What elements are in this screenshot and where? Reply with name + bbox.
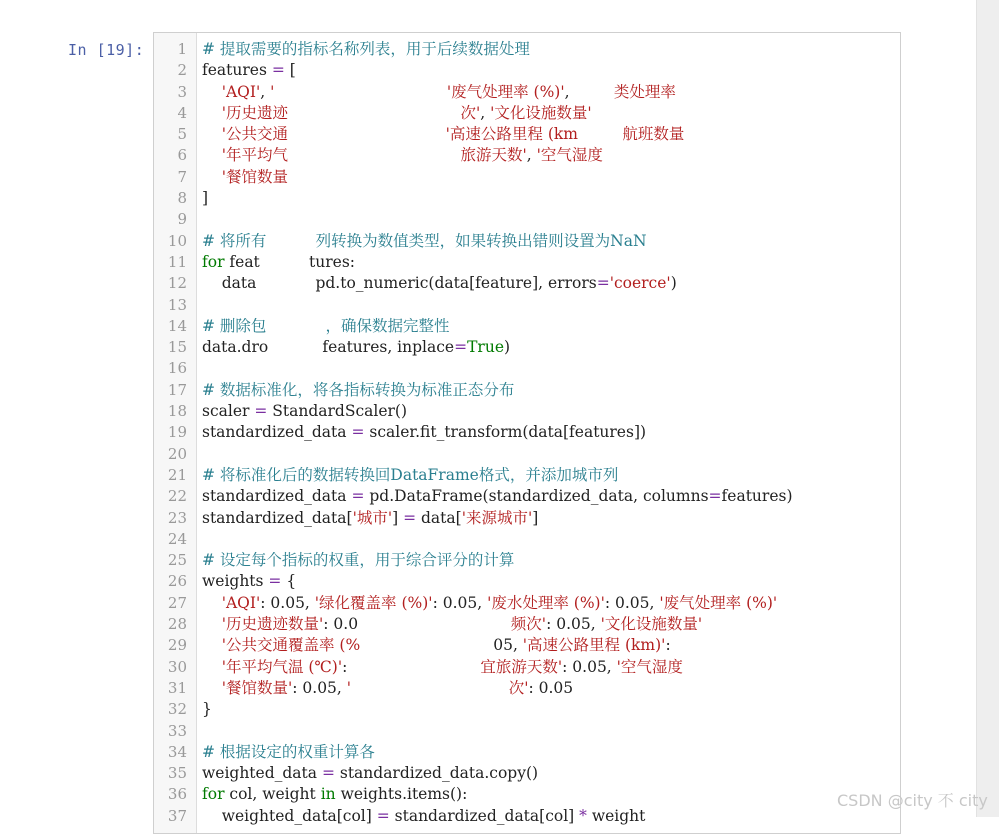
line-number: 33: [167, 721, 187, 740]
code-line[interactable]: [154, 167, 900, 188]
code-token: ,: [480, 103, 491, 122]
code-line[interactable]: [154, 337, 900, 358]
code-text: [202, 231, 647, 252]
code-line[interactable]: [154, 699, 900, 720]
code-text: [202, 188, 208, 209]
code-token: : 0.05,: [432, 593, 488, 612]
code-token: '历史遗迹数量': [221, 615, 324, 634]
code-text: [202, 678, 573, 699]
code-token: '来源城市': [461, 508, 533, 527]
line-number: 17: [167, 380, 187, 399]
code-token: weights.items():: [335, 785, 468, 804]
code-text: [202, 635, 676, 656]
line-number: 6: [177, 146, 187, 165]
code-text: [202, 39, 530, 60]
code-token: ]: [202, 189, 209, 208]
line-number: 35: [167, 764, 187, 783]
code-token: pd.DataFrame(standardized_data, columns: [364, 487, 709, 506]
code-token: for: [202, 785, 225, 804]
code-token: ]: [532, 508, 539, 527]
line-number: 2: [177, 61, 187, 80]
code-token: =: [268, 572, 282, 591]
line-number: 20: [167, 444, 187, 463]
code-token: '废气处理率 (%)': [446, 82, 565, 101]
code-editor[interactable]: [154, 39, 900, 827]
line-number: 7: [177, 167, 187, 186]
code-line[interactable]: [154, 145, 900, 166]
code-text: [202, 316, 450, 337]
line-number: 12: [167, 274, 187, 293]
code-line[interactable]: [154, 593, 900, 614]
code-token: '文化设施数量': [600, 615, 703, 634]
code-text: [202, 252, 355, 273]
code-token: *: [579, 806, 587, 825]
code-line[interactable]: [154, 763, 900, 784]
code-token: 'AQI': [221, 82, 261, 101]
code-line[interactable]: [154, 678, 900, 699]
code-text: [202, 82, 676, 103]
code-token: standardized_data[col]: [389, 806, 580, 825]
code-token: ': [270, 82, 275, 101]
line-number: 29: [167, 636, 187, 655]
line-number: 25: [167, 551, 187, 570]
code-line[interactable]: [154, 806, 900, 827]
code-token: '餐馆数量: [221, 167, 288, 186]
code-token: features: [202, 61, 272, 80]
code-token: data pd.to_numeric(data[feature], errors: [202, 274, 597, 293]
code-text: [202, 657, 683, 678]
code-token: # 根据设定的权重计算各: [202, 742, 375, 761]
code-text: [202, 486, 793, 507]
line-number: 13: [167, 295, 187, 314]
code-token: =: [376, 806, 390, 825]
code-token: '公共交通覆盖率 (%: [221, 636, 361, 655]
code-token: =: [351, 423, 365, 442]
code-line[interactable]: [154, 614, 900, 635]
code-line[interactable]: [154, 358, 900, 379]
code-token: '空气湿度: [536, 146, 603, 165]
code-token: ': [346, 678, 352, 697]
line-number: 32: [167, 700, 187, 719]
code-line[interactable]: [154, 39, 900, 60]
code-text: [202, 145, 603, 166]
code-text: [202, 422, 646, 443]
code-token: [: [284, 61, 296, 80]
code-text: [202, 806, 645, 827]
line-number: 23: [167, 508, 187, 527]
code-token: feat tures:: [224, 252, 356, 271]
code-line[interactable]: [154, 231, 900, 252]
line-number: 5: [177, 125, 187, 144]
code-line[interactable]: [154, 444, 900, 465]
code-text: [202, 784, 467, 805]
code-token: =: [708, 487, 722, 506]
line-number: 3: [177, 82, 187, 101]
code-token: 宜旅游天数': [480, 657, 563, 676]
code-token: :: [665, 636, 676, 655]
code-line[interactable]: [154, 742, 900, 763]
code-cell[interactable]: [153, 32, 901, 834]
code-token: # 提取需要的指标名称列表，用于后续数据处理: [202, 40, 530, 58]
code-token: 05,: [360, 636, 523, 655]
code-line[interactable]: [154, 508, 900, 529]
code-token: 次': [508, 678, 529, 697]
code-token: scaler: [202, 402, 255, 421]
code-token: weighted_data: [202, 764, 322, 783]
code-text: [202, 337, 510, 358]
code-token: # 设定每个指标的权重，用于综合评分的计算: [202, 551, 515, 570]
code-token: ): [670, 274, 677, 293]
code-token: '文化设施数量': [490, 103, 592, 122]
code-token: : 0.05,: [546, 615, 601, 634]
code-line[interactable]: [154, 657, 900, 678]
code-token: :: [342, 657, 481, 676]
code-line[interactable]: [154, 209, 900, 230]
code-token: : 0.05,: [562, 657, 617, 676]
code-token: [274, 83, 446, 101]
code-token: standardized_data.copy(): [334, 764, 539, 783]
code-token: [202, 636, 222, 654]
code-token: standardized_data: [202, 487, 352, 506]
code-token: [202, 125, 222, 143]
code-text: [202, 763, 538, 784]
page-scrollbar-track[interactable]: [976, 0, 999, 817]
code-line[interactable]: [154, 571, 900, 592]
code-token: [202, 658, 222, 676]
code-token: StandardScaler(): [267, 402, 408, 421]
code-token: ): [504, 338, 511, 357]
code-token: ,: [564, 82, 614, 101]
code-text: [202, 103, 592, 124]
line-number: 36: [167, 785, 187, 804]
code-token: '年平均气: [221, 146, 288, 165]
code-token: weighted_data[col]: [202, 806, 377, 825]
code-token: 类处理率: [613, 82, 676, 101]
code-token: 频次': [510, 615, 547, 634]
code-text: [202, 550, 514, 571]
line-number: 4: [177, 103, 187, 122]
code-text: [202, 742, 375, 763]
code-token: 'AQI': [221, 593, 261, 612]
code-token: =: [454, 338, 468, 357]
code-line[interactable]: [154, 784, 900, 805]
code-line[interactable]: [154, 82, 900, 103]
line-number: 19: [167, 423, 187, 442]
code-token: weights: [202, 572, 269, 591]
code-text: [202, 699, 212, 720]
code-line[interactable]: [154, 188, 900, 209]
code-token: [202, 168, 222, 186]
code-token: [202, 615, 222, 633]
code-token: 次': [460, 103, 481, 122]
code-token: data[: [416, 508, 462, 527]
code-token: # 将所有 列转换为数值类型，如果转换出错则设置为NaN: [202, 231, 647, 250]
code-text: [202, 508, 538, 529]
line-number: 24: [167, 529, 187, 548]
code-token: weight: [586, 806, 646, 825]
code-token: : 0.05,: [292, 678, 347, 697]
code-line[interactable]: [154, 380, 900, 401]
code-line[interactable]: [154, 103, 900, 124]
code-token: features): [721, 487, 793, 506]
code-token: {: [281, 572, 297, 591]
code-token: ]: [392, 508, 404, 527]
line-number: 10: [167, 231, 187, 250]
code-token: [288, 125, 446, 143]
code-token: : 0.05: [528, 678, 574, 697]
code-line[interactable]: [154, 124, 900, 145]
code-token: [202, 104, 222, 122]
line-number: 18: [167, 402, 187, 421]
line-number: 8: [177, 189, 187, 208]
code-token: : 0.05,: [604, 593, 660, 612]
code-token: [202, 679, 222, 697]
code-text: [202, 465, 618, 486]
code-text: [202, 380, 514, 401]
code-token: # 删除包 ，确保数据完整性: [202, 316, 450, 335]
code-token: '废水处理率 (%)': [487, 593, 605, 612]
code-line[interactable]: [154, 635, 900, 656]
code-line[interactable]: [154, 316, 900, 337]
code-line[interactable]: [154, 252, 900, 273]
code-token: : 0.05,: [260, 593, 315, 612]
code-token: [202, 594, 222, 612]
code-text: [202, 401, 407, 422]
code-token: standardized_data: [202, 423, 352, 442]
code-token: in: [320, 785, 336, 804]
code-token: 旅游天数': [460, 146, 527, 165]
code-token: # 数据标准化，将各指标转换为标准正态分布: [202, 380, 515, 399]
code-text: [202, 593, 777, 614]
code-token: 'coerce': [609, 274, 671, 293]
line-number: 15: [167, 338, 187, 357]
code-token: =: [351, 487, 365, 506]
code-line[interactable]: [154, 273, 900, 294]
code-token: 航班数量: [622, 125, 685, 144]
code-token: scaler.fit_transform(data[features]): [364, 423, 647, 442]
code-token: '城市': [352, 508, 393, 527]
code-token: =: [271, 61, 285, 80]
code-text: [202, 124, 684, 145]
code-text: [202, 167, 288, 188]
code-text: [202, 614, 702, 635]
code-token: data.dro features, inplace: [202, 338, 455, 357]
code-token: standardized_data[: [202, 508, 353, 527]
code-token: '公共交通: [221, 125, 288, 144]
code-token: =: [596, 274, 610, 293]
code-text: [202, 571, 296, 592]
code-token: # 将标准化后的数据转换回DataFrame格式，并添加城市列: [202, 465, 619, 484]
code-token: ,: [260, 82, 271, 101]
cell-prompt: In [19]:: [68, 41, 145, 59]
code-token: =: [403, 508, 417, 527]
line-number: 37: [167, 806, 187, 825]
code-token: [288, 146, 460, 164]
line-number: 26: [167, 572, 187, 591]
code-line[interactable]: [154, 550, 900, 571]
code-line[interactable]: [154, 60, 900, 81]
code-line[interactable]: [154, 529, 900, 550]
code-token: =: [254, 402, 268, 421]
code-line[interactable]: [154, 465, 900, 486]
code-token: : 0.0: [323, 615, 511, 634]
code-token: }: [202, 700, 212, 719]
code-line[interactable]: [154, 295, 900, 316]
line-number: 14: [167, 316, 187, 335]
line-number: 30: [167, 657, 187, 676]
code-token: '废气处理率 (%)': [659, 593, 778, 612]
code-token: [288, 104, 460, 122]
code-token: [202, 83, 222, 101]
code-token: True: [467, 338, 504, 357]
code-token: '高速公路里程 (km: [445, 125, 578, 144]
code-line[interactable]: [154, 721, 900, 742]
watermark: CSDN @city 不 city: [837, 791, 988, 810]
code-token: [351, 679, 509, 697]
code-token: '高速公路里程 (km)': [522, 636, 666, 655]
line-number: 34: [167, 742, 187, 761]
code-token: '年平均气温 (℃)': [221, 657, 343, 676]
code-token: '空气湿度: [616, 657, 683, 676]
code-token: ,: [526, 146, 537, 165]
line-number: 31: [167, 678, 187, 697]
code-token: '绿化覆盖率 (%)': [314, 593, 433, 612]
code-line[interactable]: [154, 401, 900, 422]
line-number: 27: [167, 593, 187, 612]
code-token: '历史遗迹: [221, 103, 288, 122]
line-number: 22: [167, 487, 187, 506]
line-number: 16: [167, 359, 187, 378]
code-token: [578, 125, 622, 143]
code-line[interactable]: [154, 486, 900, 507]
line-number: 1: [177, 40, 187, 58]
code-token: [202, 146, 222, 164]
code-token: '餐馆数量': [221, 678, 293, 697]
code-token: =: [321, 764, 335, 783]
code-token: for: [202, 252, 225, 271]
code-text: [202, 60, 296, 81]
line-number: 28: [167, 615, 187, 634]
line-number: 21: [167, 465, 187, 484]
line-number: 11: [167, 252, 187, 271]
code-line[interactable]: [154, 422, 900, 443]
line-number: 9: [177, 210, 187, 229]
code-text: [202, 273, 677, 294]
code-token: col, weight: [224, 785, 321, 804]
